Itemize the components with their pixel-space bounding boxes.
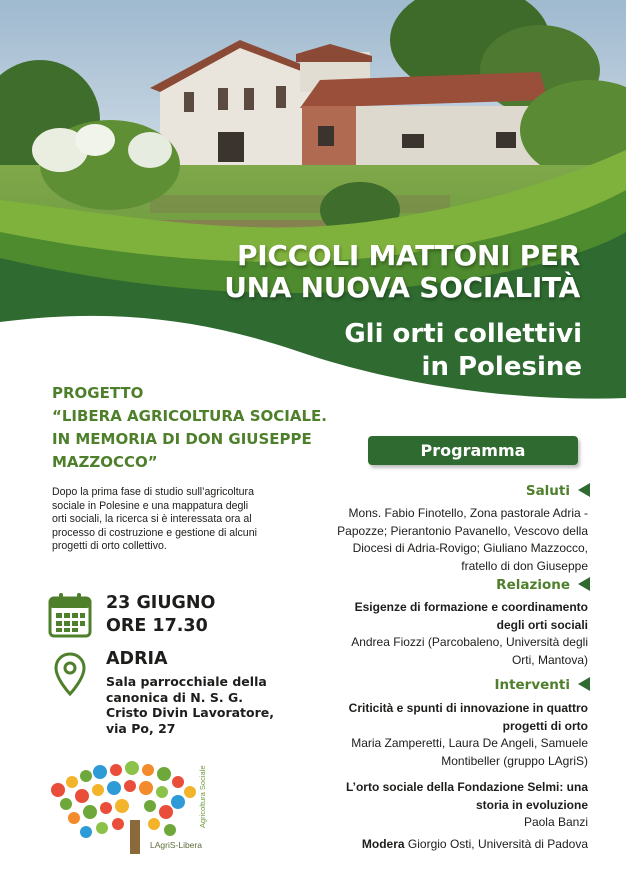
event-city: ADRIA: [106, 649, 168, 669]
saluti-line-1: Mons. Fabio Finotello, Zona pastorale Adria -: [348, 506, 588, 520]
saluti-line-2: Papozze; Pierantonio Pavanello, Vescovo della: [337, 523, 588, 538]
relazione-speaker-line-1: Andrea Fiozzi (Parcobaleno, Università degli: [351, 635, 588, 649]
talk2-title-line-2: storia in evoluzione: [475, 797, 588, 812]
relazione-heading-label: Relazione: [496, 577, 570, 593]
intro-line-2: sociale in Polesine e una mappatura degli: [52, 499, 249, 512]
event-time: ORE 17.30: [106, 616, 208, 636]
saluti-text: [337, 505, 588, 575]
project-line-4: MAZZOCCO”: [52, 453, 158, 471]
triangle-left-icon: [578, 577, 590, 591]
title-line-2: UNA NUOVA SOCIALITÀ: [224, 271, 580, 304]
project-title: [52, 382, 352, 474]
talk1-title-line-2: progetti di orto: [502, 718, 588, 733]
relazione-heading: [496, 577, 590, 593]
title-line-1: PICCOLI MATTONI PER: [237, 239, 580, 272]
interventi-talk-1: [349, 700, 588, 770]
program-banner: Programma: [368, 436, 578, 465]
interventi-heading-label: Interventi: [494, 677, 570, 693]
moderator-label: Modera: [361, 837, 405, 851]
interventi-talk-2: [346, 779, 588, 832]
logo-tagline: Agricoltura Sociale: [198, 765, 207, 828]
moderator: [362, 836, 588, 854]
relazione-speaker-line-2: Orti, Mantova): [511, 652, 588, 667]
subtitle: [344, 318, 582, 384]
main-title: [224, 240, 580, 304]
saluti-heading: [526, 483, 590, 499]
logo-name: LAgriS-Libera: [150, 840, 202, 850]
venue-line-4: via Po, 27: [106, 720, 176, 736]
talk2-speaker: Paola Banzi: [523, 815, 588, 829]
location-pin-icon: [54, 652, 86, 696]
moderator-name: Giorgio Osti, Università di Padova: [407, 837, 588, 851]
venue-line-1: Sala parrocchiale della: [106, 674, 267, 689]
talk1-speakers-line-2: Montibeller (gruppo LAgriS): [441, 753, 588, 768]
event-date: 23 GIUGNO: [106, 593, 216, 613]
project-line-1: PROGETTO: [52, 384, 144, 402]
subtitle-line-2: in Polesine: [421, 352, 582, 382]
venue-line-2: canonica di N. S. G.: [106, 689, 243, 705]
event-venue: [106, 674, 296, 736]
project-line-3: IN MEMORIA DI DON GIUSEPPE: [52, 430, 312, 448]
intro-line-1: Dopo la prima fase di studio sull’agricoltura: [52, 486, 254, 498]
triangle-left-icon: [578, 483, 590, 497]
subtitle-line-1: Gli orti collettivi: [344, 319, 582, 349]
intro-line-5: progetti di orto collettivo.: [52, 540, 167, 552]
talk1-speakers-line-1: Maria Zamperetti, Laura De Angeli, Samuele: [351, 736, 588, 750]
saluti-line-3: Diocesi di Adria-Rovigo; Giuliano Mazzocco,: [352, 541, 588, 555]
project-line-2: “LIBERA AGRICOLTURA SOCIALE.: [52, 407, 327, 425]
talk2-title-line-1: L’orto sociale della Fondazione Selmi: una: [345, 780, 588, 794]
project-intro: [52, 486, 292, 554]
relazione-title-line-1: Esigenze di formazione e coordinamento: [354, 600, 588, 614]
intro-line-3: orti sociali, la ricerca si è interessata ora al: [52, 513, 252, 525]
saluti-line-4: fratello di don Giuseppe: [461, 558, 588, 573]
talk1-title-line-1: Criticità e spunti di innovazione in quattro: [348, 701, 588, 715]
interventi-heading: [494, 677, 590, 693]
saluti-heading-label: Saluti: [525, 483, 570, 499]
triangle-left-icon: [578, 677, 590, 691]
intro-line-4: processo di costruzione e gestione di alcuni: [52, 526, 257, 539]
relazione-text: [351, 599, 588, 669]
event-datetime: [106, 592, 215, 638]
venue-line-3: Cristo Divin Lavoratore,: [106, 705, 275, 720]
relazione-title-line-2: degli orti sociali: [496, 617, 588, 632]
calendar-icon: [48, 592, 92, 638]
